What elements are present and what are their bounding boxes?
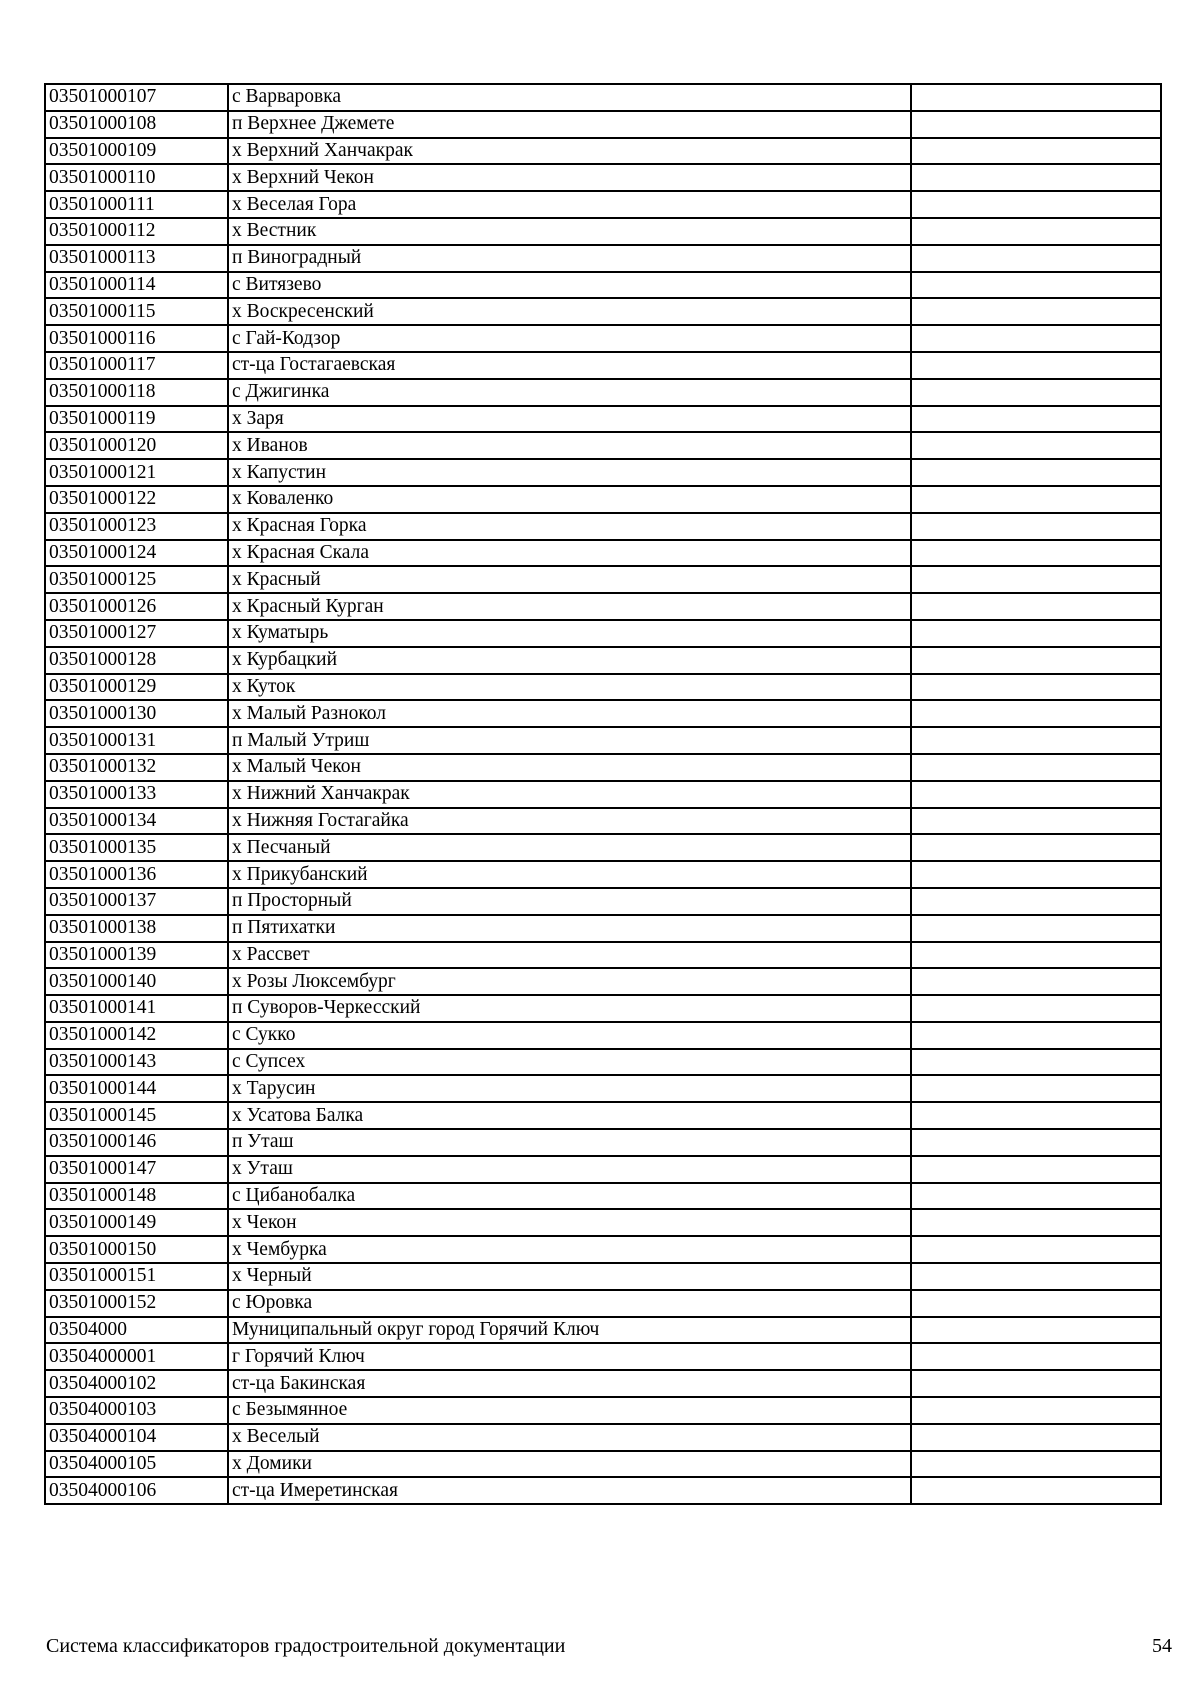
name-cell: х Чембурка (228, 1236, 911, 1263)
empty-cell (911, 1370, 1161, 1397)
empty-cell (911, 727, 1161, 754)
code-cell: 03501000107 (45, 84, 228, 111)
table-row (45, 942, 1161, 969)
code-cell: 03501000114 (45, 272, 228, 299)
name-cell: х Нижний Ханчакрак (228, 781, 911, 808)
empty-cell (911, 513, 1161, 540)
code-cell: 03501000110 (45, 164, 228, 191)
name-cell: х Домики (228, 1451, 911, 1478)
name-cell: с Цибанобалка (228, 1183, 911, 1210)
table-row (45, 432, 1161, 459)
code-cell: 03501000150 (45, 1236, 228, 1263)
code-cell: 03501000125 (45, 566, 228, 593)
table-row (45, 727, 1161, 754)
code-cell: 03501000145 (45, 1102, 228, 1129)
name-cell: п Суворов-Черкесский (228, 995, 911, 1022)
empty-cell (911, 84, 1161, 111)
empty-cell (911, 1477, 1161, 1504)
empty-cell (911, 834, 1161, 861)
code-cell: 03501000135 (45, 834, 228, 861)
empty-cell (911, 298, 1161, 325)
code-cell: 03501000123 (45, 513, 228, 540)
name-cell: х Воскресенский (228, 298, 911, 325)
table-row (45, 1049, 1161, 1076)
table-row (45, 1477, 1161, 1504)
name-cell: х Уташ (228, 1156, 911, 1183)
table-row (45, 379, 1161, 406)
code-cell: 03501000148 (45, 1183, 228, 1210)
table-row (45, 540, 1161, 567)
table-row (45, 218, 1161, 245)
name-cell: х Тарусин (228, 1075, 911, 1102)
table-row (45, 298, 1161, 325)
code-cell: 03501000130 (45, 700, 228, 727)
name-cell: п Верхнее Джемете (228, 111, 911, 138)
code-cell: 03501000151 (45, 1263, 228, 1290)
code-cell: 03501000127 (45, 620, 228, 647)
table-row (45, 1129, 1161, 1156)
name-cell: х Вестник (228, 218, 911, 245)
code-cell: 03501000144 (45, 1075, 228, 1102)
name-cell: с Безымянное (228, 1397, 911, 1424)
table-row (45, 995, 1161, 1022)
name-cell: с Витязево (228, 272, 911, 299)
name-cell: х Красный (228, 566, 911, 593)
empty-cell (911, 620, 1161, 647)
table-row (45, 1102, 1161, 1129)
empty-cell (911, 1424, 1161, 1451)
empty-cell (911, 1397, 1161, 1424)
name-cell: х Веселый (228, 1424, 911, 1451)
empty-cell (911, 138, 1161, 165)
page-number: 54 (1152, 1635, 1172, 1657)
table-row (45, 1343, 1161, 1370)
empty-cell (911, 593, 1161, 620)
empty-cell (911, 111, 1161, 138)
empty-cell (911, 1317, 1161, 1344)
empty-cell (911, 218, 1161, 245)
table-row (45, 754, 1161, 781)
empty-cell (911, 1129, 1161, 1156)
classifier-table (44, 83, 1162, 1505)
name-cell: х Малый Чекон (228, 754, 911, 781)
table-row (45, 1370, 1161, 1397)
name-cell: ст-ца Бакинская (228, 1370, 911, 1397)
table-row (45, 593, 1161, 620)
code-cell: 03504000105 (45, 1451, 228, 1478)
empty-cell (911, 432, 1161, 459)
code-cell: 03501000119 (45, 406, 228, 433)
code-cell: 03501000129 (45, 674, 228, 701)
table-row (45, 1183, 1161, 1210)
code-cell: 03501000133 (45, 781, 228, 808)
code-cell: 03501000118 (45, 379, 228, 406)
empty-cell (911, 379, 1161, 406)
code-cell: 03501000138 (45, 915, 228, 942)
table-row (45, 700, 1161, 727)
name-cell: х Красная Скала (228, 540, 911, 567)
table-row (45, 325, 1161, 352)
name-cell: п Виноградный (228, 245, 911, 272)
name-cell: х Нижняя Гостагайка (228, 808, 911, 835)
table-row (45, 915, 1161, 942)
name-cell: х Черный (228, 1263, 911, 1290)
empty-cell (911, 1236, 1161, 1263)
table-row (45, 808, 1161, 835)
table-row (45, 1290, 1161, 1317)
table-row (45, 84, 1161, 111)
empty-cell (911, 754, 1161, 781)
code-cell: 03501000141 (45, 995, 228, 1022)
name-cell: х Заря (228, 406, 911, 433)
table-row (45, 674, 1161, 701)
code-cell: 03501000146 (45, 1129, 228, 1156)
table-row (45, 459, 1161, 486)
table-row (45, 1263, 1161, 1290)
empty-cell (911, 888, 1161, 915)
name-cell: х Куматырь (228, 620, 911, 647)
empty-cell (911, 325, 1161, 352)
code-cell: 03501000131 (45, 727, 228, 754)
code-cell: 03501000152 (45, 1290, 228, 1317)
name-cell: г Горячий Ключ (228, 1343, 911, 1370)
name-cell: Муниципальный округ город Горячий Ключ (228, 1317, 911, 1344)
table-row (45, 834, 1161, 861)
code-cell: 03501000117 (45, 352, 228, 379)
code-cell: 03501000139 (45, 942, 228, 969)
empty-cell (911, 1263, 1161, 1290)
table-row (45, 861, 1161, 888)
table-row (45, 888, 1161, 915)
code-cell: 03501000121 (45, 459, 228, 486)
name-cell: ст-ца Имеретинская (228, 1477, 911, 1504)
code-cell: 03504000106 (45, 1477, 228, 1504)
code-cell: 03501000132 (45, 754, 228, 781)
table-row (45, 1397, 1161, 1424)
name-cell: с Супсех (228, 1049, 911, 1076)
empty-cell (911, 674, 1161, 701)
name-cell: х Чекон (228, 1209, 911, 1236)
empty-cell (911, 942, 1161, 969)
code-cell: 03501000140 (45, 968, 228, 995)
code-cell: 03501000120 (45, 432, 228, 459)
empty-cell (911, 1290, 1161, 1317)
code-cell: 03501000137 (45, 888, 228, 915)
name-cell: х Верхний Ханчакрак (228, 138, 911, 165)
empty-cell (911, 406, 1161, 433)
table-row (45, 164, 1161, 191)
empty-cell (911, 915, 1161, 942)
table-row (45, 406, 1161, 433)
table-row (45, 647, 1161, 674)
classifier-table-body (45, 84, 1161, 1504)
name-cell: с Гай-Кодзор (228, 325, 911, 352)
table-row (45, 1424, 1161, 1451)
code-cell: 03501000112 (45, 218, 228, 245)
table-row (45, 486, 1161, 513)
code-cell: 03504000 (45, 1317, 228, 1344)
table-row (45, 352, 1161, 379)
code-cell: 03501000113 (45, 245, 228, 272)
empty-cell (911, 191, 1161, 218)
empty-cell (911, 352, 1161, 379)
table-row (45, 781, 1161, 808)
empty-cell (911, 968, 1161, 995)
code-cell: 03501000122 (45, 486, 228, 513)
empty-cell (911, 647, 1161, 674)
name-cell: х Прикубанский (228, 861, 911, 888)
table-row (45, 138, 1161, 165)
empty-cell (911, 1451, 1161, 1478)
table-row (45, 620, 1161, 647)
footer-document-title: Система классификаторов градостроительной документации (46, 1635, 566, 1657)
empty-cell (911, 272, 1161, 299)
code-cell: 03504000102 (45, 1370, 228, 1397)
table-row (45, 245, 1161, 272)
name-cell: ст-ца Гостагаевская (228, 352, 911, 379)
empty-cell (911, 1022, 1161, 1049)
table-row (45, 1236, 1161, 1263)
empty-cell (911, 1049, 1161, 1076)
name-cell: п Малый Утриш (228, 727, 911, 754)
code-cell: 03501000115 (45, 298, 228, 325)
empty-cell (911, 1156, 1161, 1183)
name-cell: х Курбацкий (228, 647, 911, 674)
empty-cell (911, 1343, 1161, 1370)
empty-cell (911, 486, 1161, 513)
code-cell: 03501000149 (45, 1209, 228, 1236)
empty-cell (911, 1102, 1161, 1129)
empty-cell (911, 1183, 1161, 1210)
table-row (45, 968, 1161, 995)
table-row (45, 111, 1161, 138)
code-cell: 03501000109 (45, 138, 228, 165)
name-cell: х Красная Горка (228, 513, 911, 540)
table-row (45, 1317, 1161, 1344)
code-cell: 03501000136 (45, 861, 228, 888)
table-row (45, 191, 1161, 218)
name-cell: п Просторный (228, 888, 911, 915)
table-row (45, 1022, 1161, 1049)
name-cell: х Куток (228, 674, 911, 701)
name-cell: х Рассвет (228, 942, 911, 969)
table-row (45, 513, 1161, 540)
name-cell: х Иванов (228, 432, 911, 459)
code-cell: 03501000116 (45, 325, 228, 352)
empty-cell (911, 995, 1161, 1022)
name-cell: х Коваленко (228, 486, 911, 513)
empty-cell (911, 861, 1161, 888)
code-cell: 03501000128 (45, 647, 228, 674)
empty-cell (911, 808, 1161, 835)
name-cell: х Веселая Гора (228, 191, 911, 218)
code-cell: 03501000108 (45, 111, 228, 138)
table-row (45, 566, 1161, 593)
table-row (45, 272, 1161, 299)
name-cell: с Юровка (228, 1290, 911, 1317)
name-cell: с Варваровка (228, 84, 911, 111)
table-row (45, 1075, 1161, 1102)
code-cell: 03501000143 (45, 1049, 228, 1076)
code-cell: 03501000126 (45, 593, 228, 620)
code-cell: 03501000142 (45, 1022, 228, 1049)
name-cell: с Сукко (228, 1022, 911, 1049)
table-row (45, 1451, 1161, 1478)
name-cell: с Джигинка (228, 379, 911, 406)
name-cell: х Верхний Чекон (228, 164, 911, 191)
name-cell: х Капустин (228, 459, 911, 486)
name-cell: х Розы Люксембург (228, 968, 911, 995)
code-cell: 03501000134 (45, 808, 228, 835)
name-cell: п Уташ (228, 1129, 911, 1156)
name-cell: х Песчаный (228, 834, 911, 861)
name-cell: х Усатова Балка (228, 1102, 911, 1129)
empty-cell (911, 540, 1161, 567)
code-cell: 03504000001 (45, 1343, 228, 1370)
table-row (45, 1156, 1161, 1183)
code-cell: 03504000104 (45, 1424, 228, 1451)
code-cell: 03501000147 (45, 1156, 228, 1183)
name-cell: х Малый Разнокол (228, 700, 911, 727)
name-cell: п Пятихатки (228, 915, 911, 942)
code-cell: 03501000124 (45, 540, 228, 567)
empty-cell (911, 566, 1161, 593)
empty-cell (911, 164, 1161, 191)
empty-cell (911, 245, 1161, 272)
empty-cell (911, 1075, 1161, 1102)
code-cell: 03504000103 (45, 1397, 228, 1424)
empty-cell (911, 1209, 1161, 1236)
empty-cell (911, 781, 1161, 808)
code-cell: 03501000111 (45, 191, 228, 218)
empty-cell (911, 700, 1161, 727)
table-row (45, 1209, 1161, 1236)
name-cell: х Красный Курган (228, 593, 911, 620)
empty-cell (911, 459, 1161, 486)
